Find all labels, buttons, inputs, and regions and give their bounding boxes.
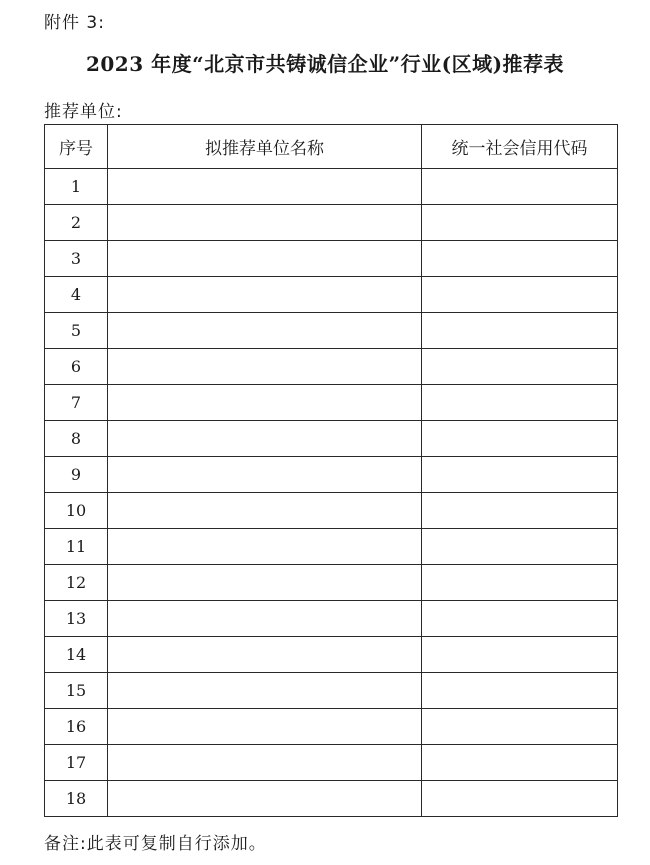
row-number-cell: 11 (45, 529, 108, 565)
company-name-cell[interactable] (108, 385, 422, 421)
credit-code-cell[interactable] (422, 385, 618, 421)
credit-code-cell[interactable] (422, 205, 618, 241)
credit-code-cell[interactable] (422, 493, 618, 529)
company-name-cell[interactable] (108, 169, 422, 205)
row-number-cell: 13 (45, 601, 108, 637)
row-number-cell: 7 (45, 385, 108, 421)
credit-code-cell[interactable] (422, 565, 618, 601)
recommender-label: 推荐单位: (44, 102, 123, 122)
row-number-cell: 9 (45, 457, 108, 493)
row-number-cell: 5 (45, 313, 108, 349)
company-name-cell[interactable] (108, 457, 422, 493)
table-row (45, 277, 618, 313)
company-name-cell[interactable] (108, 781, 422, 817)
row-number-cell: 15 (45, 673, 108, 709)
column-header-number: 序号 (45, 125, 108, 169)
credit-code-cell[interactable] (422, 745, 618, 781)
row-number-cell: 4 (45, 277, 108, 313)
row-number-cell: 17 (45, 745, 108, 781)
column-header-company-name: 拟推荐单位名称 (108, 125, 422, 169)
company-name-cell[interactable] (108, 673, 422, 709)
footer-note: 备注:此表可复制自行添加。 (44, 834, 267, 854)
credit-code-cell[interactable] (422, 601, 618, 637)
company-name-cell[interactable] (108, 493, 422, 529)
company-name-cell[interactable] (108, 529, 422, 565)
table-row (45, 565, 618, 601)
company-name-cell[interactable] (108, 313, 422, 349)
table-row (45, 709, 618, 745)
table-row (45, 457, 618, 493)
company-name-cell[interactable] (108, 637, 422, 673)
page-title: 2023 年度“北京市共铸诚信企业”行业(区域)推荐表 (85, 52, 565, 76)
credit-code-cell[interactable] (422, 529, 618, 565)
row-number-cell: 8 (45, 421, 108, 457)
table-row (45, 313, 618, 349)
table-row (45, 601, 618, 637)
table-row (45, 781, 618, 817)
row-number-cell: 16 (45, 709, 108, 745)
company-name-cell[interactable] (108, 349, 422, 385)
table-row (45, 529, 618, 565)
table-row (45, 349, 618, 385)
credit-code-cell[interactable] (422, 313, 618, 349)
row-number-cell: 14 (45, 637, 108, 673)
row-number-cell: 2 (45, 205, 108, 241)
company-name-cell[interactable] (108, 709, 422, 745)
row-number-cell: 18 (45, 781, 108, 817)
row-number-cell: 12 (45, 565, 108, 601)
credit-code-cell[interactable] (422, 349, 618, 385)
credit-code-cell[interactable] (422, 781, 618, 817)
credit-code-cell[interactable] (422, 457, 618, 493)
table-row (45, 673, 618, 709)
credit-code-cell[interactable] (422, 637, 618, 673)
company-name-cell[interactable] (108, 565, 422, 601)
company-name-cell[interactable] (108, 205, 422, 241)
credit-code-cell[interactable] (422, 673, 618, 709)
table-row (45, 241, 618, 277)
table-row (45, 205, 618, 241)
credit-code-cell[interactable] (422, 277, 618, 313)
credit-code-cell[interactable] (422, 421, 618, 457)
company-name-cell[interactable] (108, 601, 422, 637)
row-number-cell: 1 (45, 169, 108, 205)
company-name-cell[interactable] (108, 277, 422, 313)
company-name-cell[interactable] (108, 745, 422, 781)
table-header-row (45, 125, 618, 169)
attachment-label: 附件 3: (44, 13, 105, 33)
credit-code-cell[interactable] (422, 241, 618, 277)
credit-code-cell[interactable] (422, 169, 618, 205)
credit-code-cell[interactable] (422, 709, 618, 745)
recommendation-table (44, 124, 618, 817)
table-row (45, 493, 618, 529)
company-name-cell[interactable] (108, 241, 422, 277)
column-header-credit-code: 统一社会信用代码 (422, 125, 618, 169)
table-row (45, 385, 618, 421)
row-number-cell: 6 (45, 349, 108, 385)
company-name-cell[interactable] (108, 421, 422, 457)
table-row (45, 745, 618, 781)
table-row (45, 637, 618, 673)
row-number-cell: 10 (45, 493, 108, 529)
table-row (45, 421, 618, 457)
table-row (45, 169, 618, 205)
row-number-cell: 3 (45, 241, 108, 277)
